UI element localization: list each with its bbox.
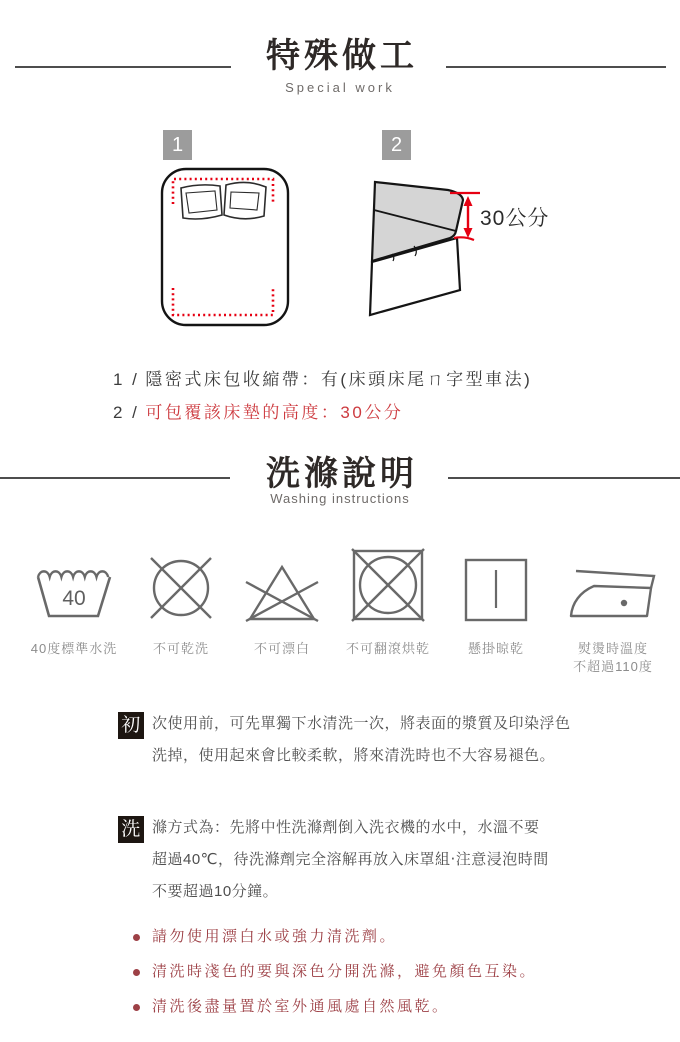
figure-1-badge: 1 bbox=[163, 130, 192, 160]
washing-subtitle: Washing instructions bbox=[270, 491, 410, 506]
no-tumble-dry-icon bbox=[349, 546, 427, 624]
iron-label-line-2: 不超過110度 bbox=[573, 659, 653, 674]
care-icon-label: 不可漂白 bbox=[253, 641, 310, 656]
care-icon-label: 懸掛晾乾 bbox=[467, 641, 524, 656]
rule-left-2 bbox=[0, 477, 230, 479]
care-note-lead-char: 洗 bbox=[118, 816, 144, 843]
warning-text: 清洗後盡量置於室外通風處自然風乾。 bbox=[152, 998, 450, 1015]
mattress-height-illustration bbox=[362, 172, 572, 322]
rule-left bbox=[15, 66, 231, 68]
care-icon-hang-dry bbox=[444, 540, 548, 658]
bullet-dot bbox=[133, 969, 140, 976]
note-2-prefix: 2 / bbox=[113, 403, 140, 422]
warning-list bbox=[133, 926, 537, 1031]
figure-2-badge: 2 bbox=[382, 130, 411, 160]
warning-item bbox=[133, 961, 537, 983]
note-line-1 bbox=[113, 363, 532, 396]
warning-item bbox=[133, 996, 537, 1018]
care-note-wash-method bbox=[118, 812, 554, 908]
care-icon-wash bbox=[18, 540, 130, 658]
warning-item bbox=[133, 926, 537, 948]
care-icon-label bbox=[573, 640, 653, 676]
bed-sheet-illustration bbox=[156, 166, 296, 332]
hang-dry-icon bbox=[462, 556, 530, 624]
care-icon-no-dry-clean bbox=[130, 540, 232, 658]
warning-text: 請勿使用漂白水或強力清洗劑。 bbox=[152, 928, 398, 945]
washing-title: 洗滌說明 bbox=[266, 455, 418, 493]
care-icon-no-tumble-dry bbox=[332, 540, 444, 658]
care-note-text: 滌方式為：先將中性洗滌劑倒入洗衣機的水中，水溫不要超過40℃，待洗滌劑完全溶解再放入床罩組‧注意浸泡時間不要超過10分鐘。 bbox=[152, 819, 549, 900]
bullet-dot bbox=[133, 934, 140, 941]
rule-right-2 bbox=[448, 477, 680, 479]
note-2-text: 可包覆該床墊的高度：30公分 bbox=[145, 403, 404, 422]
note-line-2 bbox=[113, 396, 532, 429]
care-icon-label: 不可翻滾烘乾 bbox=[345, 641, 430, 656]
care-note-text: 次使用前，可先單獨下水清洗一次，將表面的漿質及印染浮色洗掉，使用起來會比較柔軟，將來清洗時也不大容易褪色。 bbox=[152, 715, 571, 764]
iron-label-line-1: 熨燙時溫度 bbox=[577, 641, 648, 656]
bullet-dot bbox=[133, 1004, 140, 1011]
special-work-subtitle: Special work bbox=[285, 80, 395, 95]
care-icons-row bbox=[18, 540, 678, 676]
warning-text: 清洗時淺色的要與深色分開洗滌，避免顏色互染。 bbox=[152, 963, 538, 980]
note-1-text: 隱密式床包收縮帶：有(床頭床尾ㄇ字型車法) bbox=[145, 370, 533, 389]
special-work-notes bbox=[113, 363, 532, 429]
wash-temp-value: 40 bbox=[62, 587, 86, 610]
no-dry-clean-icon bbox=[145, 552, 217, 624]
no-bleach-icon bbox=[242, 562, 322, 624]
care-note-lead-char: 初 bbox=[118, 712, 144, 739]
care-icon-label: 不可乾洗 bbox=[152, 641, 209, 656]
washtub-40-icon bbox=[34, 564, 114, 624]
care-note-first-use bbox=[118, 708, 576, 772]
mattress-height-label: 30公分 bbox=[480, 207, 550, 230]
note-1-prefix: 1 / bbox=[113, 370, 140, 389]
care-icon-iron bbox=[548, 540, 678, 676]
special-work-title: 特殊做工 bbox=[266, 37, 418, 75]
care-icon-no-bleach bbox=[232, 540, 332, 658]
care-icon-label: 40度標準水洗 bbox=[30, 641, 118, 656]
rule-right bbox=[446, 66, 666, 68]
iron-low-temp-icon bbox=[566, 564, 660, 624]
